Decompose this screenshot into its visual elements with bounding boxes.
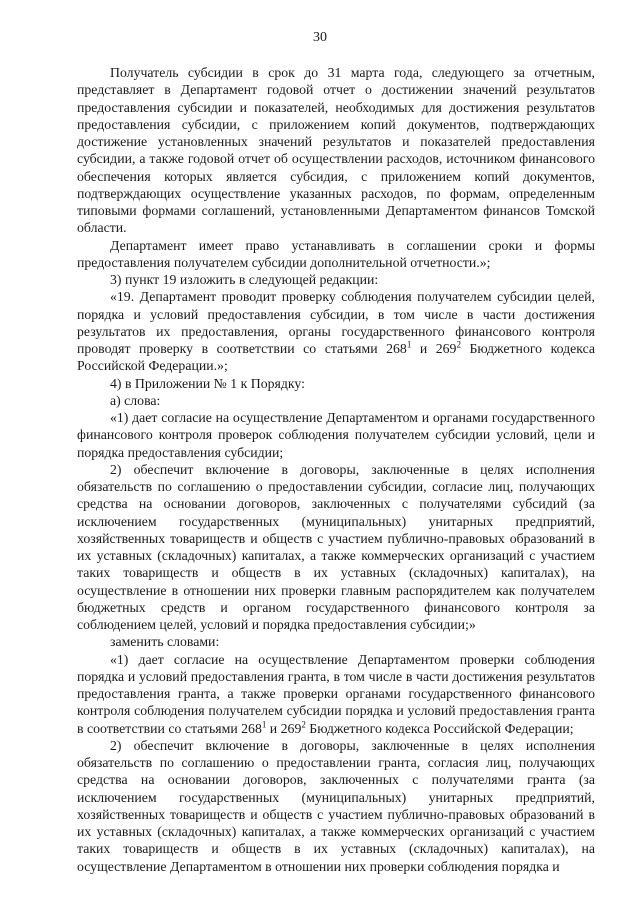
paragraph-item-4: 4) в Приложении № 1 к Порядку: xyxy=(110,375,305,391)
page-number: 30 xyxy=(313,30,327,45)
article-268-superscript: 1 xyxy=(406,339,412,350)
article-268-superscript: 1 xyxy=(261,718,267,729)
clause-19-mid: и 269 xyxy=(411,341,457,356)
clause-19-text: «19. Департамент проводит проверку соблюдения получателем субсидии целей, порядка и условий предоставления субсидии, в том числе в части достижения результатов их предоставления, органы государственного финансового контроля проводят проверку в соответствии со статьями 268 xyxy=(77,289,595,356)
paragraph-report-obligation: Получатель субсидии в срок до 31 марта года, следующего за отчетным, представляет в Департамент годовой отчет о достижении значений результатов предоставления субсидии и показателей, необходимых для достижения результатов предоставления субсидии, с приложением копий документов, подтверждающих достижение установленных значений результатов и показателей предоставления субсидии, а также годовой отчет об осуществлении расходов, источником финансового обеспечения которых является субсидия, с приложением копий документов, подтверждающих осуществление указанных расходов, по формам, определенным типовыми формами соглашений, установленными Департаментом финансов Томской области. xyxy=(77,65,595,236)
paragraph-subitem-a: а) слова: xyxy=(110,392,161,408)
new-point-1-text: «1) дает согласие на осуществление Департаментом проверки соблюдения порядка и условий предоставления гранта, в том числе в части достижения результатов предоставления гранта, а также проверки органами государственного финансового контроля соблюдения получателем субсидии порядка и условий предоставления гранта в соответствии со статьями 268 xyxy=(77,651,595,736)
document-body xyxy=(77,64,595,875)
paragraph-new-point-2: 2) обеспечит включение в договоры, заключенные в целях исполнения обязательств по соглашению о предоставлении гранта, согласия лиц, получающих средства на основании договоров, заключенных с получателями гранта (за исключением государственных (муниципальных) унитарных предприятий, хозяйственных товариществ и обществ с участием публично-правовых образований в их уставных (складочных) капиталах, а также коммерческих организаций с участием таких товариществ и обществ в их уставных (складочных) капиталах), на осуществление Департаментом в отношении них проверки соблюдения порядка и xyxy=(77,737,595,874)
new-point-1-mid: и 269 xyxy=(266,720,302,736)
paragraph-item-3: 3) пункт 19 изложить в следующей редакции: xyxy=(110,272,379,287)
article-269-superscript: 2 xyxy=(301,718,306,729)
article-269-superscript: 2 xyxy=(456,339,461,350)
paragraph-additional-reporting: Департамент имеет право устанавливать в соглашении сроки и формы предоставления получателем субсидии дополнительной отчетности.»; xyxy=(77,237,595,270)
paragraph-new-point-1 xyxy=(77,651,595,737)
paragraph-clause-19 xyxy=(77,288,595,374)
paragraph-old-point-2: 2) обеспечит включение в договоры, заключенные в целях исполнения обязательств по соглашению о предоставлении субсидии, согласие лиц, получающих средства на основании договоров, заключенных с получателями субсидий (за исключением государственных (муниципальных) унитарных предприятий, хозяйственных товариществ и обществ с участием публично-правовых образований в их уставных (складочных) капиталах, а также коммерческих организаций с участием таких товариществ и обществ в их уставных (складочных) капиталах), на осуществление в отношении них проверки главным распорядителем как получателем бюджетных средств и органом государственного финансового контроля за соблюдением целей, условий и порядка предоставления субсидии;» xyxy=(77,461,595,632)
clause-19-tail: Бюджетного кодекса Российской Федерации.»; xyxy=(77,341,596,374)
paragraph-old-point-1: «1) дает согласие на осуществление Департаментом и органами государственного финансового контроля проверок соблюдения получателем субсидии условий, цели и порядка предоставления субсидии; xyxy=(77,410,595,460)
new-point-1-tail: Бюджетного кодекса Российской Федерации; xyxy=(305,720,574,736)
paragraph-replace-with: заменить словами: xyxy=(110,634,220,650)
